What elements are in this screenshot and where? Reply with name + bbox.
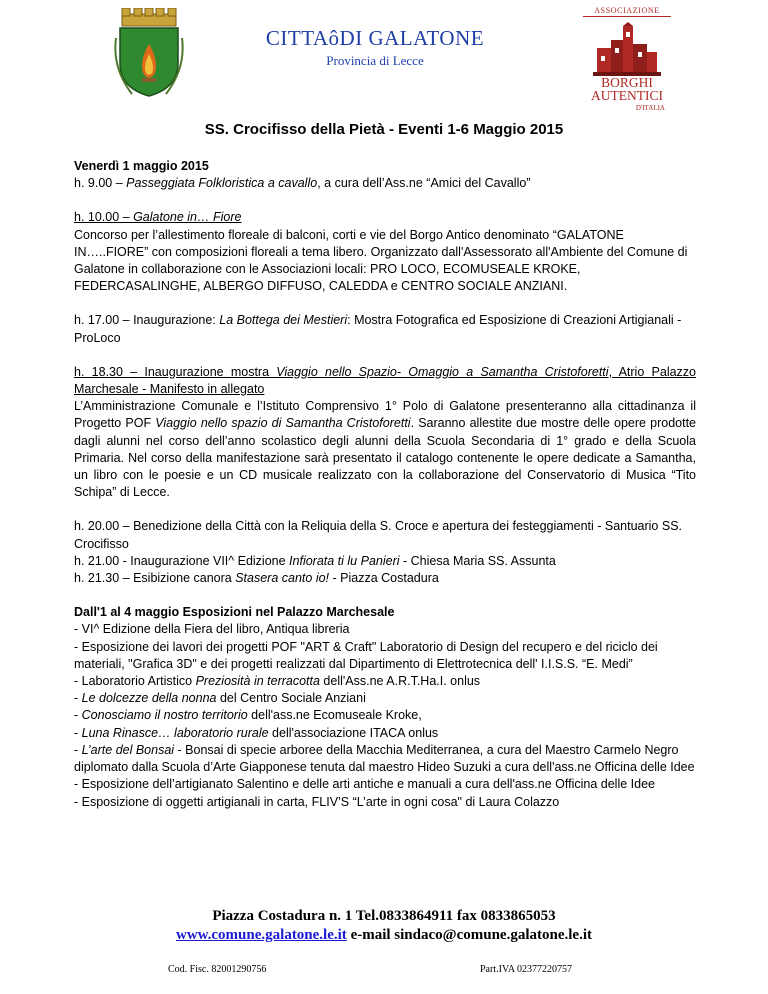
vat-number: Part.IVA 02377220757 (480, 964, 573, 975)
list-item: - Le dolcezze della nonna del Centro Sociale Anziani (74, 691, 366, 706)
city-title: CITTAôDI GALATONE (265, 26, 485, 50)
event-item: h. 17.00 – Inaugurazione: La Bottega dei Mestieri: Mostra Fotografica ed Esposizione di Creazioni Artigianali - ProLoco (74, 313, 682, 345)
event-item: h. 21.30 – Esibizione canora Stasera canto io! - Piazza Costadura (74, 571, 439, 586)
list-item: - Esposizione dei lavori dei progetti POF "ART & Craft" Laboratorio di Design del recupero e del riciclo dei materiali, "Grafica 3D" e dei progetti realizzati dal Dipartimento di Elettrotecnica dell' I.I.S.S. “E. Medi” (74, 639, 658, 671)
list-item: - Luna Rinasce… laboratorio rurale dell'associazione ITACA onlus (74, 725, 439, 740)
day-heading: Venerdì 1 maggio 2015 (74, 159, 209, 173)
list-item: - L’arte del Bonsai - Bonsai di specie arboree della Macchia Mediterranea, a cura del Maestro Carmelo Negro diplomato dalla Scuola d’Arte Giapponese tenuta dal maestro Hideo Suzuki a cura dell'ass.ne Officina delle Idee (74, 742, 695, 775)
list-item: - Conosciamo il nostro territorio dell'ass.ne Ecomuseale Kroke, (74, 708, 422, 723)
event-item: h. 21.00 - Inaugurazione VII^ Edizione Infiorata ti lu Panieri - Chiesa Maria SS. Assunta (74, 553, 556, 568)
assoc-label: ASSOCIAZIONE (583, 6, 671, 17)
document-body (74, 158, 696, 811)
province-subtitle: Provincia di Lecce (326, 53, 424, 68)
event-description: L’Amministrazione Comunale e l’Istituto Comprensivo 1° Polo di Galatone presenteranno alla cittadinanza il Progetto POF Viaggio nello spazio di Samantha Cristoforetti. Saranno allestite due mostre delle opere prodotte dagli alunni nel corso dell’anno scolastico degli alunni della Scuola Secondaria di 1° grado e della Scuola Primaria. Nel corso della manifestazione sarà presentato il catalogo contenente le opere dedicate a Samantha, un libro con le poesie e un CD musicale realizzato con la collaborazione del Conservatorio di Musica “Tito Schipa” di Lecce. (74, 399, 696, 500)
website-link[interactable]: www.comune.galatone.le.it (175, 927, 347, 943)
event-item: h. 20.00 – Benedizione della Città con la Reliquia della S. Croce e apertura dei festeggiamenti - Santuario SS. Crocifisso (74, 519, 683, 551)
event-description: Concorso per l’allestimento floreale di balconi, corti e vie del Borgo Antico denominato “GALATONE IN…..FIORE” con composizioni floreali a tema libero. Organizzato dall'Assessorato all'Ambiente del Comune di Galatone in collaborazione con le Associazioni locali: PRO LOCO, ECOMUSEALE KROKE, FEDERCASALINGHE, ALBERGO DIFFUSO, CALEDDA e CENTRO SOCIALE ANZIANI. (74, 227, 688, 294)
assoc-line-2: AUTENTICI (591, 88, 663, 103)
footer-contacts (0, 927, 768, 944)
event-heading: h. 18.30 – Inaugurazione mostra Viaggio nello Spazio- Omaggio a Samantha Cristoforetti, Atrio Palazzo Marchesale - Manifesto in allegato (74, 364, 696, 397)
document-title: SS. Crocifisso della Pietà - Eventi 1-6 Maggio 2015 (204, 121, 564, 138)
event-heading: h. 10.00 – Galatone in… Fiore (74, 210, 242, 225)
footer-address: Piazza Costadura n. 1 Tel.0833864911 fax 0833865053 (212, 908, 556, 924)
city-crest (112, 8, 186, 98)
exhibitions-heading: Dall'1 al 4 maggio Esposizioni nel Palazzo Marchesale (74, 605, 395, 620)
borghi-autentici-logo (583, 6, 671, 118)
assoc-line-1: BORGHI (601, 75, 653, 90)
list-item: - Laboratorio Artistico Preziosità in terracotta dell'Ass.ne A.R.T.Ha.I. onlus (74, 674, 481, 689)
list-item: - Esposizione dell’artigianato Salentino e delle arti antiche e manuali a cura dell'ass.ne Officina delle Idee (74, 777, 655, 792)
list-item: - Esposizione di oggetti artigianali in carta, FLIV’S “L’arte in ogni cosa" di Laura Colazzo (74, 794, 560, 809)
village-illustration-icon (593, 22, 661, 76)
tax-code: Cod. Fisc. 82001290756 (168, 964, 267, 975)
footer-email: e-mail sindaco@comune.galatone.le.it (346, 927, 592, 943)
assoc-line-3: D'ITALIA (635, 104, 665, 112)
list-item: - VI^ Edizione della Fiera del libro, Antiqua libreria (74, 622, 350, 637)
event-item: h. 9.00 – Passeggiata Folkloristica a cavallo, a cura dell’Ass.ne “Amici del Cavallo” (74, 176, 531, 191)
